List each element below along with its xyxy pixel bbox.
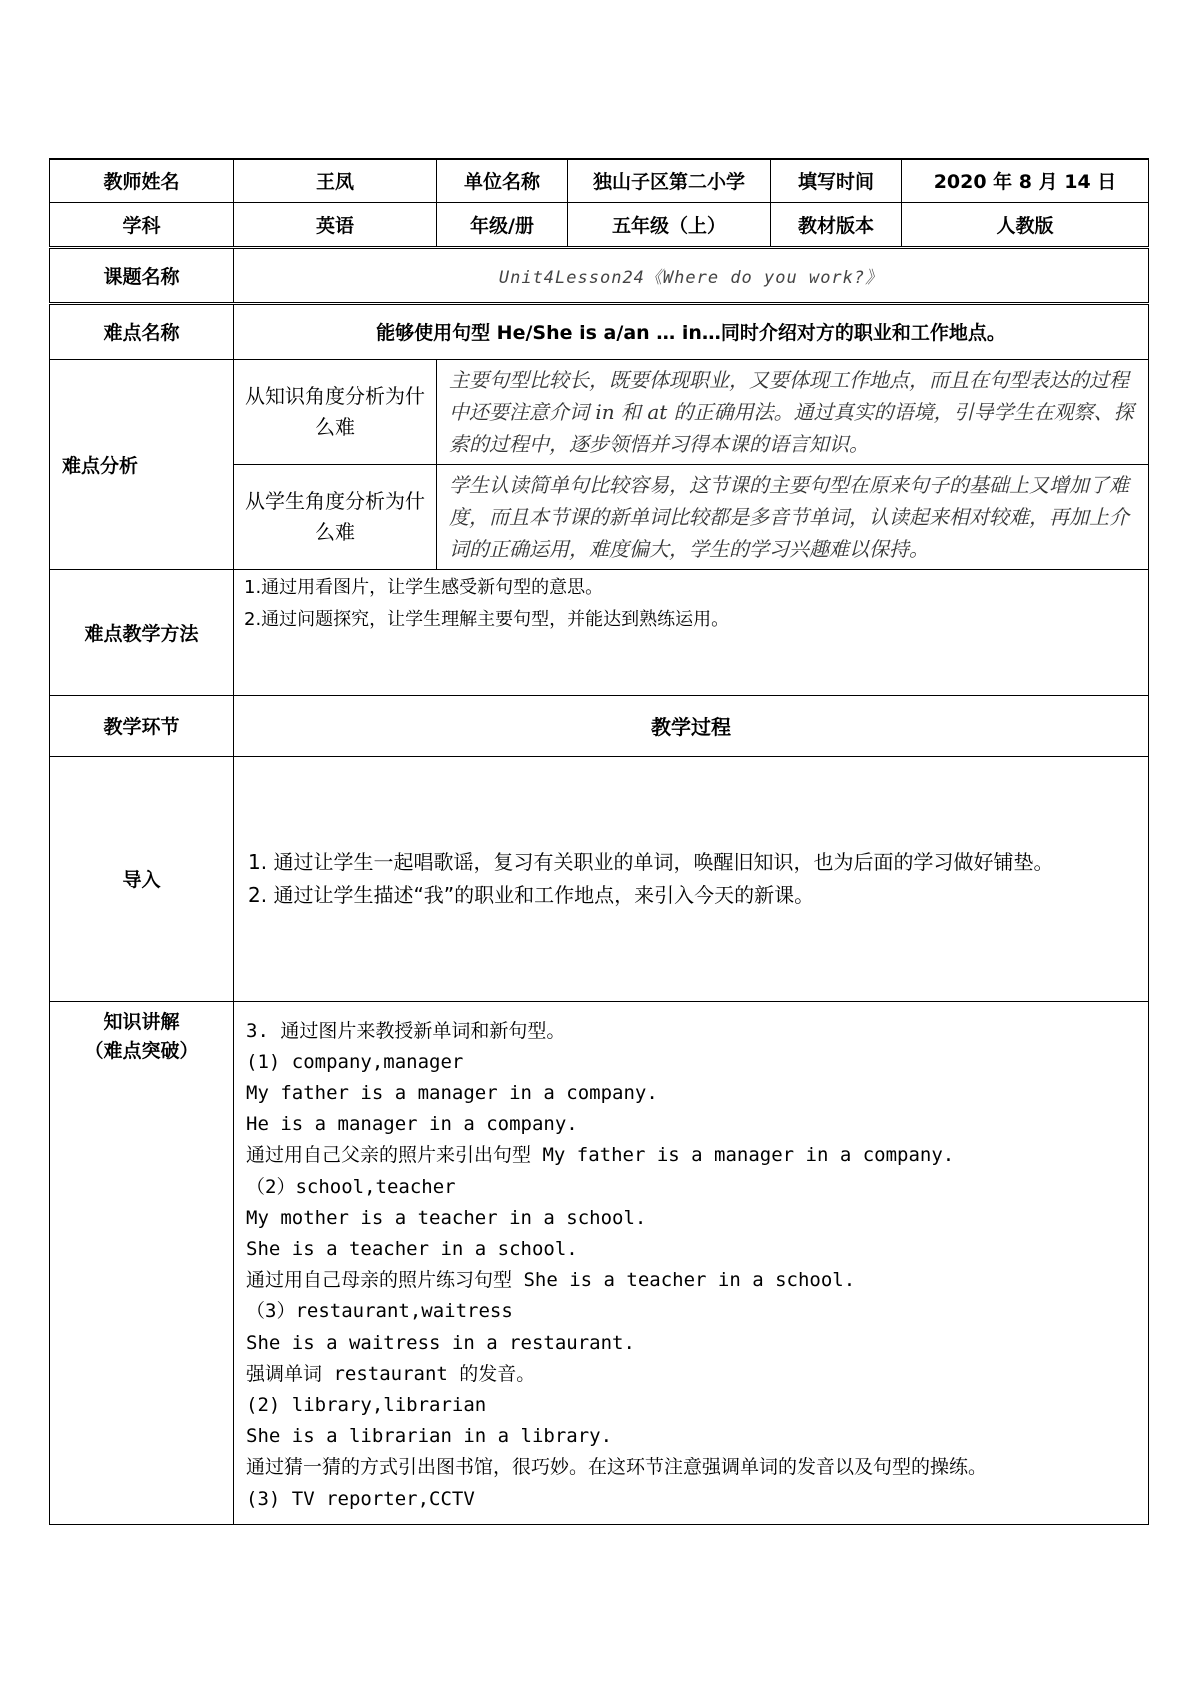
knowledge-angle-text: 主要句型比较长，既要体现职业，又要体现工作地点，而且在句型表达的过程中还要注意介词 in 和 at 的正确用法。通过真实的语境，引导学生在观察、探索的过程中，逐步领悟并习得本课的语言知识。: [437, 359, 1149, 464]
knowledge-line: 通过猜一猜的方式引出图书馆，很巧妙。在这环节注意强调单词的发音以及句型的操练。: [246, 1456, 988, 1479]
process-label: 教学过程: [234, 695, 1149, 756]
subject: 英语: [234, 202, 437, 247]
teacher-name-label: 教师姓名: [50, 159, 234, 202]
stage-label: 教学环节: [50, 695, 234, 756]
subject-label: 学科: [50, 202, 234, 247]
teacher-name: 王凤: [234, 159, 437, 202]
intro-item: 2. 通过让学生描述“我”的职业和工作地点，来引入今天的新课。: [248, 882, 815, 907]
fill-date: 2020 年 8 月 14 日: [902, 159, 1149, 202]
knowledge-line: 3. 通过图片来教授新单词和新句型。: [246, 1019, 566, 1042]
knowledge-row: [50, 1001, 1149, 1524]
knowledge-line: (3) TV reporter,CCTV: [246, 1487, 475, 1510]
analysis-label: 难点分析: [50, 359, 234, 569]
knowledge-content: [234, 1001, 1149, 1524]
student-angle-text: 学生认读简单句比较容易，这节课的主要句型在原来句子的基础上又增加了难度，而且本节课的新单词比较都是多音节单词，认读起来相对较难，再加上介词的正确运用，难度偏大，学生的学习兴趣难以保持。: [437, 464, 1149, 569]
difficulty-value: 能够使用句型 He/She is a/an … in…同时介绍对方的职业和工作地点。: [234, 303, 1149, 359]
header-row-2: [50, 202, 1149, 247]
knowledge-line: He is a manager in a company.: [246, 1113, 578, 1136]
difficulty-row: [50, 303, 1149, 359]
intro-item: 1. 通过让学生一起唱歌谣，复习有关职业的单词，唤醒旧知识，也为后面的学习做好铺垫。: [248, 849, 1054, 874]
knowledge-line: My mother is a teacher in a school.: [246, 1206, 647, 1229]
knowledge-line: （2）school,teacher: [246, 1175, 456, 1198]
knowledge-line: (2) library,librarian: [246, 1393, 487, 1416]
knowledge-angle-label: 从知识角度分析为什么难: [234, 359, 437, 464]
knowledge-line: 通过用自己父亲的照片来引出句型 My father is a manager in a company.: [246, 1144, 955, 1167]
topic-label: 课题名称: [50, 247, 234, 303]
knowledge-line: She is a waitress in a restaurant.: [246, 1331, 635, 1354]
knowledge-label-line2: （难点突破）: [84, 1039, 199, 1062]
header-row-1: [50, 159, 1149, 202]
date-label: 填写时间: [771, 159, 902, 202]
methods-row: [50, 569, 1149, 695]
knowledge-line: My father is a manager in a company.: [246, 1081, 658, 1104]
grade-label: 年级/册: [437, 202, 568, 247]
knowledge-line: She is a teacher in a school.: [246, 1237, 578, 1260]
method-item: 1.通过用看图片，让学生感受新句型的意思。: [244, 576, 604, 598]
lesson-plan-table: [49, 158, 1149, 1525]
methods-content: [234, 569, 1149, 695]
process-header-row: [50, 695, 1149, 756]
knowledge-line: （3）restaurant,waitress: [246, 1300, 513, 1323]
unit-name: 独山子区第二小学: [568, 159, 771, 202]
edition-label: 教材版本: [771, 202, 902, 247]
edition: 人教版: [902, 202, 1149, 247]
difficulty-label: 难点名称: [50, 303, 234, 359]
intro-content: [234, 756, 1149, 1001]
methods-label: 难点教学方法: [50, 569, 234, 695]
topic-row: [50, 247, 1149, 303]
knowledge-label: [50, 1001, 234, 1524]
intro-row: [50, 756, 1149, 1001]
grade: 五年级（上）: [568, 202, 771, 247]
knowledge-label-line1: 知识讲解: [103, 1010, 180, 1033]
topic-value: Unit4Lesson24《Where do you work?》: [234, 247, 1149, 303]
knowledge-line: 强调单词 restaurant 的发音。: [246, 1362, 536, 1385]
unit-label: 单位名称: [437, 159, 568, 202]
knowledge-line: She is a librarian in a library.: [246, 1425, 613, 1448]
knowledge-line: (1) company,manager: [246, 1050, 464, 1073]
knowledge-line: 通过用自己母亲的照片练习句型 She is a teacher in a school.: [246, 1269, 856, 1292]
analysis-row-knowledge: [50, 359, 1149, 464]
intro-label: 导入: [50, 756, 234, 1001]
method-item: 2.通过问题探究，让学生理解主要句型，并能达到熟练运用。: [244, 608, 730, 630]
student-angle-label: 从学生角度分析为什么难: [234, 464, 437, 569]
